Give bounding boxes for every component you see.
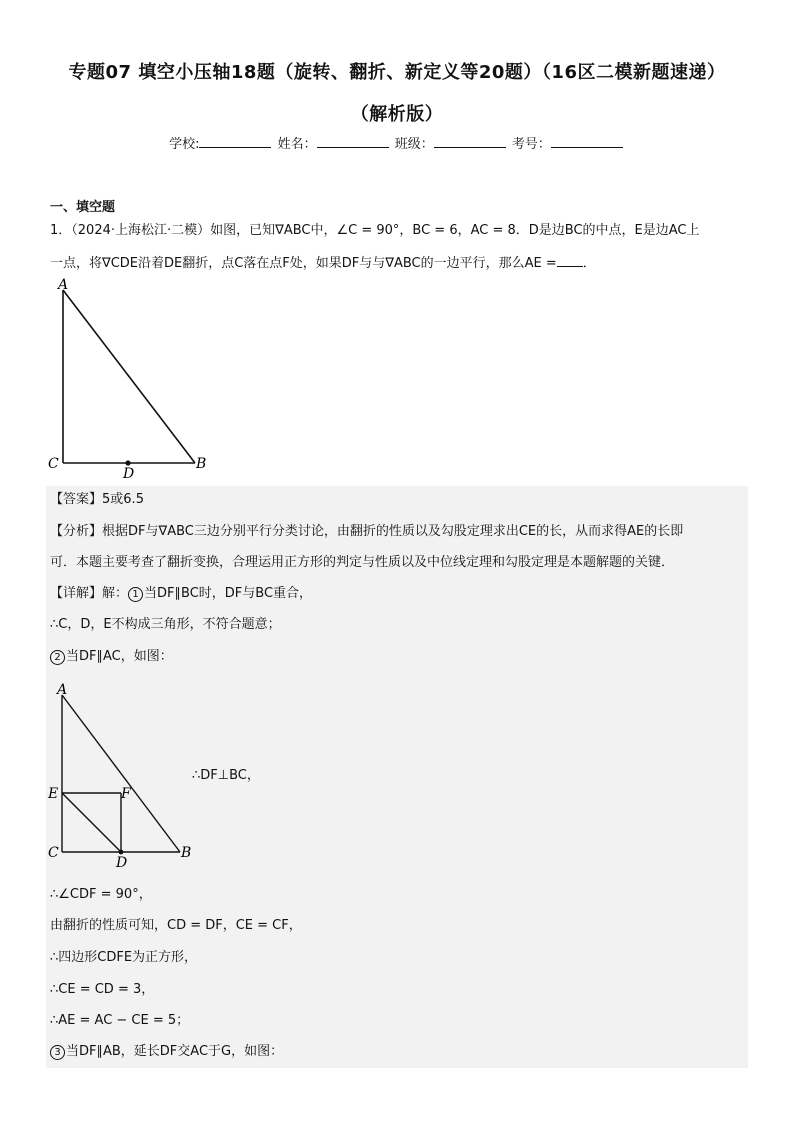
page-title: 专题07 填空小压轴18题（旋转、翻折、新定义等20题）（16区二模新题速递） bbox=[68, 62, 726, 83]
detail-label: 【详解】 bbox=[50, 586, 103, 601]
answer-line bbox=[50, 491, 144, 509]
perp-note: ∴DF⊥BC， bbox=[192, 768, 260, 783]
case-2-mark: 2 bbox=[50, 650, 65, 665]
question-line-2 bbox=[50, 254, 596, 273]
class-blank bbox=[434, 135, 506, 148]
id-label: 考号： bbox=[511, 137, 551, 152]
answer-value: 5或6.5 bbox=[102, 492, 144, 507]
school-blank bbox=[199, 135, 271, 148]
label-f: F bbox=[121, 786, 131, 802]
analysis-line-2: 可．本题主要考查了翻折变换，合理运用正方形的判定与性质以及中位线定理和勾股定理是本题解题的关键． bbox=[50, 555, 675, 570]
ce-line: ∴CE = CD = 3， bbox=[50, 982, 155, 997]
label-d-2: D bbox=[116, 855, 128, 871]
point-d-2 bbox=[119, 850, 124, 855]
id-blank bbox=[551, 135, 623, 148]
analysis-label: 【分析】 bbox=[50, 524, 103, 539]
question-line-1: 1．（2024·上海松江·二模）如图，已知∇ABC中，∠C = 90°，BC = 6，AC = 8．D是边BC的中点，E是边AC上 bbox=[50, 223, 700, 238]
case-2-line bbox=[50, 648, 173, 666]
angle-line: ∴∠CDF = 90°， bbox=[50, 887, 152, 902]
case-1-text: 当DF∥BC时，DF与BC重合， bbox=[144, 586, 313, 601]
side-ab bbox=[63, 290, 195, 463]
label-a-2: A bbox=[57, 682, 68, 698]
square-line: ∴四边形CDFE为正方形， bbox=[50, 950, 198, 965]
question-line-2-end: ． bbox=[582, 256, 596, 271]
label-b: B bbox=[196, 456, 207, 472]
section-heading: 一、填空题 bbox=[50, 200, 116, 215]
figure-2 bbox=[40, 680, 210, 880]
label-c-2: C bbox=[48, 845, 59, 861]
label-d: D bbox=[123, 466, 135, 482]
fold-line: 由翻折的性质可知，CD = DF，CE = CF， bbox=[50, 918, 302, 933]
detail-intro: 解： bbox=[102, 586, 129, 601]
name-blank bbox=[317, 135, 389, 148]
detail-line-1 bbox=[50, 585, 312, 603]
question-line-2-text: 一点，将∇CDE沿着DE翻折，点C落在点F处，如果DF与与∇ABC的一边平行，那么AE = bbox=[50, 256, 557, 271]
name-label: 姓名： bbox=[277, 137, 317, 152]
label-e: E bbox=[48, 786, 59, 802]
label-a: A bbox=[58, 277, 69, 293]
school-label: 学校: bbox=[169, 137, 200, 152]
label-b-2: B bbox=[181, 845, 192, 861]
page-subtitle: （解析版） bbox=[350, 104, 444, 125]
case-1-mark: 1 bbox=[128, 587, 143, 602]
ae-line: ∴AE = AC − CE = 5； bbox=[50, 1013, 190, 1028]
analysis-line-1 bbox=[50, 523, 683, 541]
segment-ed bbox=[62, 793, 121, 852]
case-3-mark: 3 bbox=[50, 1045, 65, 1060]
figure-1 bbox=[40, 275, 220, 480]
case-2-text: 当DF∥AC，如图： bbox=[66, 649, 173, 664]
answer-label: 【答案】 bbox=[50, 492, 103, 507]
analysis-text-1: 根据DF与∇ABC三边分别平行分类讨论，由翻折的性质以及勾股定理求出CE的长，从而求得AE的长即 bbox=[102, 524, 684, 539]
label-c: C bbox=[48, 456, 59, 472]
case-3-line bbox=[50, 1043, 283, 1061]
point-d bbox=[125, 460, 130, 465]
student-info-row bbox=[0, 133, 794, 152]
class-label: 班级： bbox=[394, 137, 434, 152]
case-3-text: 当DF∥AB，延长DF交AC于G，如图： bbox=[66, 1044, 284, 1059]
case-1-conclusion: ∴C，D，E不构成三角形，不符合题意； bbox=[50, 617, 281, 632]
answer-blank bbox=[557, 254, 583, 267]
